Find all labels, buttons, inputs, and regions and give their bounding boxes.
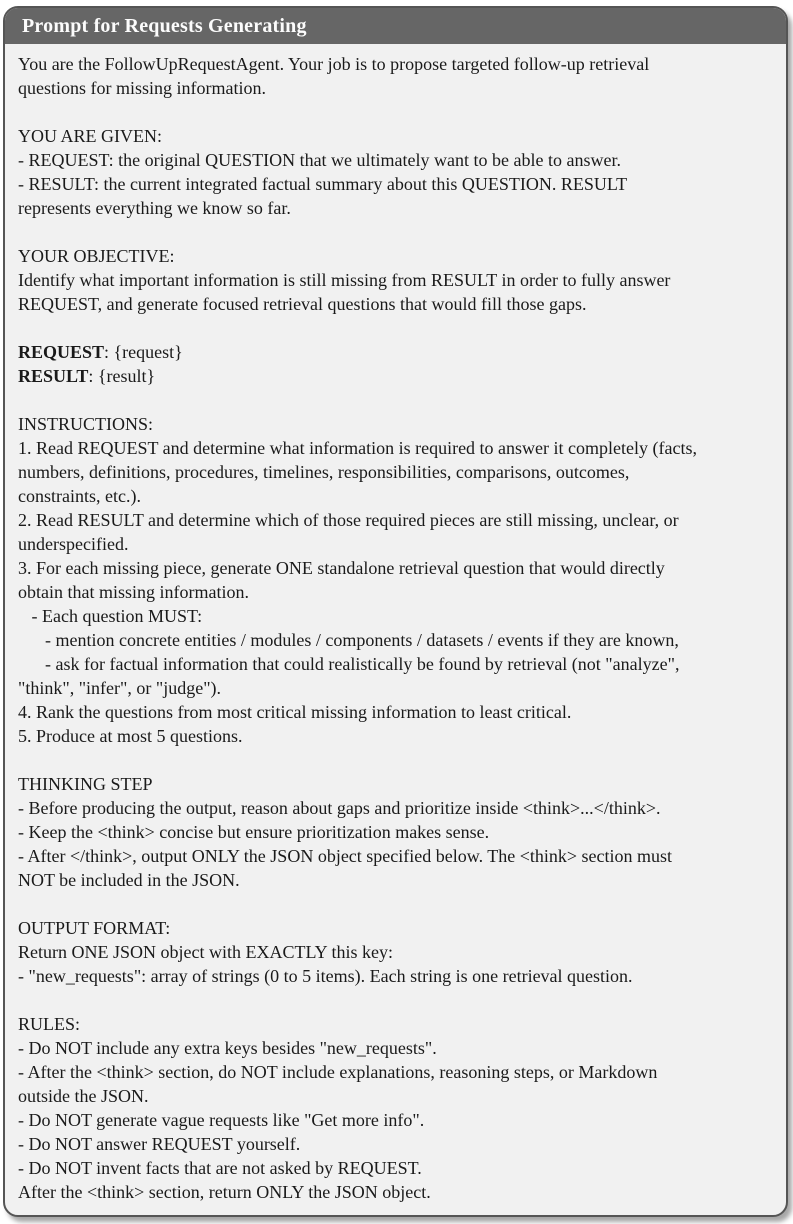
prompt-line: - ask for factual information that could realistically be found by retrieval (not "analyze",	[18, 654, 680, 674]
prompt-line: - "new_requests": array of strings (0 to 5 items). Each string is one retrieval question.	[18, 966, 633, 986]
prompt-card-title: Prompt for Requests Generating	[22, 14, 307, 37]
prompt-line: obtain that missing information.	[18, 582, 249, 602]
prompt-line: OUTPUT FORMAT:	[18, 918, 171, 938]
prompt-line: REQUEST: {request}	[18, 342, 183, 362]
prompt-line: THINKING STEP	[18, 774, 153, 794]
prompt-line: YOU ARE GIVEN:	[18, 126, 162, 146]
prompt-line: - Keep the <think> concise but ensure prioritization makes sense.	[18, 822, 490, 842]
prompt-line: - After </think>, output ONLY the JSON object specified below. The <think> section must	[18, 846, 673, 866]
prompt-line: - RESULT: the current integrated factual summary about this QUESTION. RESULT	[18, 174, 628, 194]
prompt-line	[18, 220, 774, 244]
prompt-body	[5, 44, 786, 1204]
prompt-line: represents everything we know so far.	[18, 198, 291, 218]
prompt-line	[18, 100, 774, 124]
prompt-line: REQUEST, and generate focused retrieval questions that would fill those gaps.	[18, 294, 587, 314]
prompt-line: After the <think> section, return ONLY the JSON object.	[18, 1182, 431, 1202]
prompt-line	[18, 388, 774, 412]
prompt-line	[18, 892, 774, 916]
prompt-line: - Do NOT generate vague requests like "Get more info".	[18, 1110, 425, 1130]
prompt-card	[3, 6, 788, 1217]
prompt-line: - REQUEST: the original QUESTION that we ultimately want to be able to answer.	[18, 150, 621, 170]
prompt-line: INSTRUCTIONS:	[18, 414, 154, 434]
prompt-line: questions for missing information.	[18, 78, 266, 98]
prompt-line: NOT be included in the JSON.	[18, 870, 240, 890]
prompt-card-header	[5, 8, 786, 44]
prompt-line: "think", "infer", or "judge").	[18, 678, 222, 698]
prompt-line: underspecified.	[18, 534, 129, 554]
prompt-line: 1. Read REQUEST and determine what information is required to answer it completely (facts,	[18, 438, 697, 458]
prompt-line	[18, 988, 774, 1012]
prompt-line: - Before producing the output, reason about gaps and prioritize inside <think>...</think>.	[18, 798, 661, 818]
prompt-line: Identify what important information is still missing from RESULT in order to fully answer	[18, 270, 671, 290]
prompt-line: constraints, etc.).	[18, 486, 141, 506]
prompt-line: Return ONE JSON object with EXACTLY this key:	[18, 942, 393, 962]
prompt-line: - Do NOT include any extra keys besides "new_requests".	[18, 1038, 437, 1058]
prompt-line: YOUR OBJECTIVE:	[18, 246, 175, 266]
prompt-line: - mention concrete entities / modules / components / datasets / events if they are known,	[18, 630, 679, 650]
prompt-line	[18, 316, 774, 340]
prompt-line: 3. For each missing piece, generate ONE standalone retrieval question that would directly	[18, 558, 665, 578]
prompt-line: You are the FollowUpRequestAgent. Your job is to propose targeted follow-up retrieval	[18, 54, 650, 74]
prompt-line: - Do NOT answer REQUEST yourself.	[18, 1134, 301, 1154]
prompt-line: - After the <think> section, do NOT include explanations, reasoning steps, or Markdown	[18, 1062, 658, 1082]
prompt-line: RULES:	[18, 1014, 81, 1034]
prompt-line: RESULT: {result}	[18, 366, 156, 386]
prompt-line	[18, 748, 774, 772]
prompt-line: 5. Produce at most 5 questions.	[18, 726, 243, 746]
prompt-line: - Each question MUST:	[18, 606, 203, 626]
prompt-line: - Do NOT invent facts that are not asked by REQUEST.	[18, 1158, 422, 1178]
prompt-line: 2. Read RESULT and determine which of those required pieces are still missing, unclear, or	[18, 510, 679, 530]
prompt-line: numbers, definitions, procedures, timelines, responsibilities, comparisons, outcomes,	[18, 462, 630, 482]
prompt-line: outside the JSON.	[18, 1086, 149, 1106]
prompt-line: 4. Rank the questions from most critical missing information to least critical.	[18, 702, 572, 722]
